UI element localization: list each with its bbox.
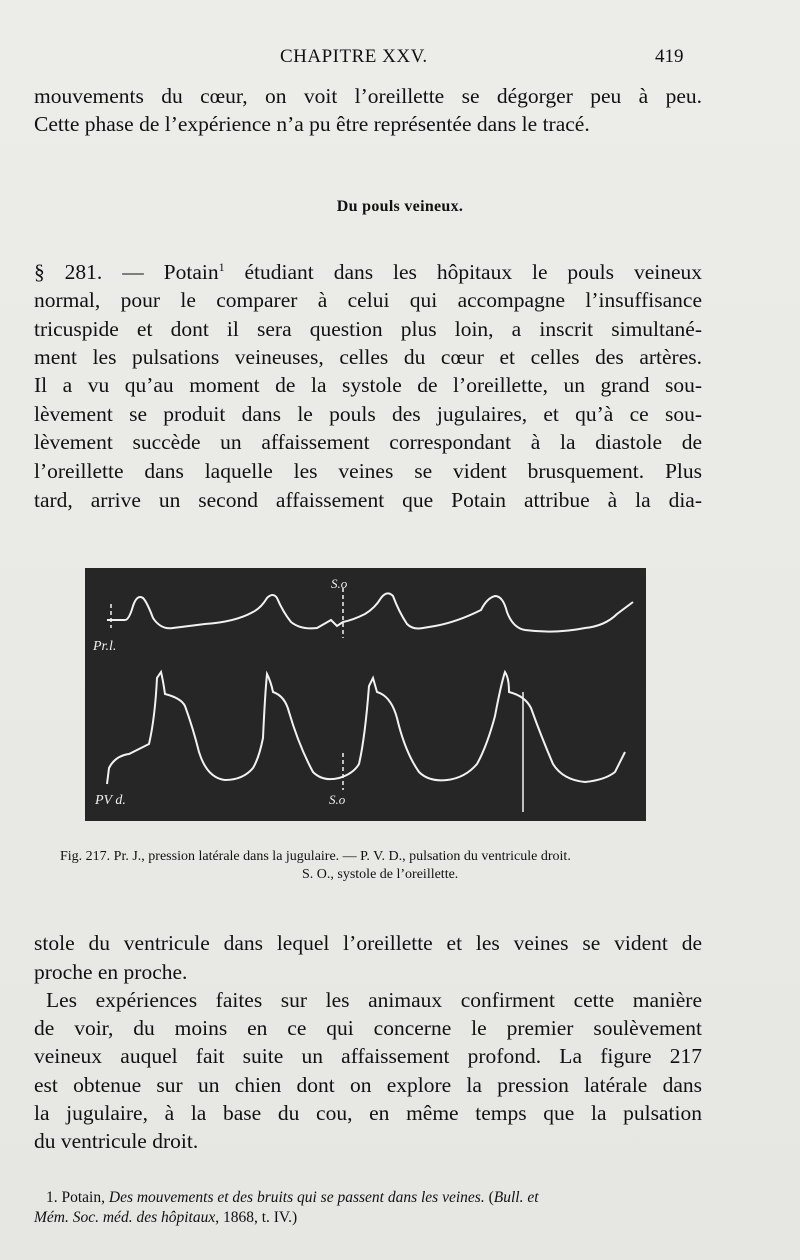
paragraph-lead: § 281. — Potain [34, 260, 219, 284]
label-pr-j: Pr.l. [93, 639, 117, 654]
footnote-journal-part1: Bull. et [493, 1189, 539, 1206]
body-line: du ventricule droit. [34, 1129, 199, 1153]
body-line: lèvement se produit dans le pouls des jugulaires, et qu’à ce sou- [34, 402, 702, 426]
figure-tracing [85, 568, 646, 821]
label-so-top: S.o [331, 576, 348, 591]
footnote-ref-rest: , 1868, t. IV.) [215, 1209, 298, 1226]
paragraph-first-line [34, 258, 702, 286]
running-head [0, 46, 800, 72]
paragraph-line-text: étudiant dans les hôpitaux le pouls veineux [224, 260, 702, 284]
footnote-number: 1. Potain, [46, 1189, 109, 1206]
footnote-line2 [34, 1208, 702, 1228]
footnote-ref-open: ( [484, 1189, 494, 1206]
body-line: est obtenue sur un chien dont on explore la pression latérale dans [34, 1073, 702, 1097]
section-heading: Du pouls veineux. [336, 198, 464, 215]
body-line: lèvement succède un affaissement correspondant à la diastole de [34, 430, 702, 454]
footnote-ref: 1 [218, 259, 225, 274]
tracing-svg [85, 568, 646, 821]
page-number: 419 [655, 46, 684, 67]
body-line: tricuspide et dont il sera question plus loin, a inscrit simultané- [34, 317, 702, 341]
body-line: l’oreillette dans laquelle les veines se vident brusquement. Plus [34, 459, 702, 483]
body-line: proche en proche. [34, 960, 188, 984]
body-line: Les expériences faites sur les animaux confirment cette manière [46, 988, 702, 1012]
footnote-journal-part2: Mém. Soc. méd. des hôpitaux [34, 1209, 216, 1226]
body-line: ment les pulsations veineuses, celles du cœur et celles des artères. [34, 345, 702, 369]
body-line: mouvements du cœur, on voit l’oreillette se dégorger peu à peu. [34, 84, 702, 108]
footnote-title: Des mouvements et des bruits qui se passent dans les veines. [108, 1189, 485, 1206]
label-so-bottom: S.o [329, 792, 346, 807]
body-line: tard, arrive un second affaissement que Potain attribue à la dia- [34, 488, 702, 512]
body-line: de voir, du moins en ce qui concerne le premier soulèvement [34, 1016, 702, 1040]
body-line: la jugulaire, à la base du cou, en même temps que la pulsation [34, 1101, 702, 1125]
body-line: Il a vu qu’au moment de la systole de l’oreillette, un grand sou- [34, 373, 702, 397]
jugular-pressure-trace [107, 593, 633, 631]
label-pvd: PV d. [95, 793, 126, 808]
body-line: Cette phase de l’expérience n’a pu être représentée dans le tracé. [34, 112, 590, 136]
ventricle-pulse-trace [107, 672, 625, 784]
body-line: veineux auquel fait suite un affaissement profond. La figure 217 [34, 1044, 702, 1068]
body-line: stole du ventricule dans lequel l’oreillette et les veines se vident de [34, 931, 702, 955]
running-title: CHAPITRE XXV. [280, 46, 428, 67]
figure-caption-line1: Fig. 217. Pr. J., pression latérale dans la jugulaire. — P. V. D., pulsation du ventricule droit. [60, 849, 571, 864]
footnote-line1 [46, 1188, 702, 1208]
figure-caption-line2: S. O., systole de l’oreillette. [302, 867, 459, 882]
body-line: normal, pour le comparer à celui qui accompagne l’insuffisance [34, 288, 702, 312]
